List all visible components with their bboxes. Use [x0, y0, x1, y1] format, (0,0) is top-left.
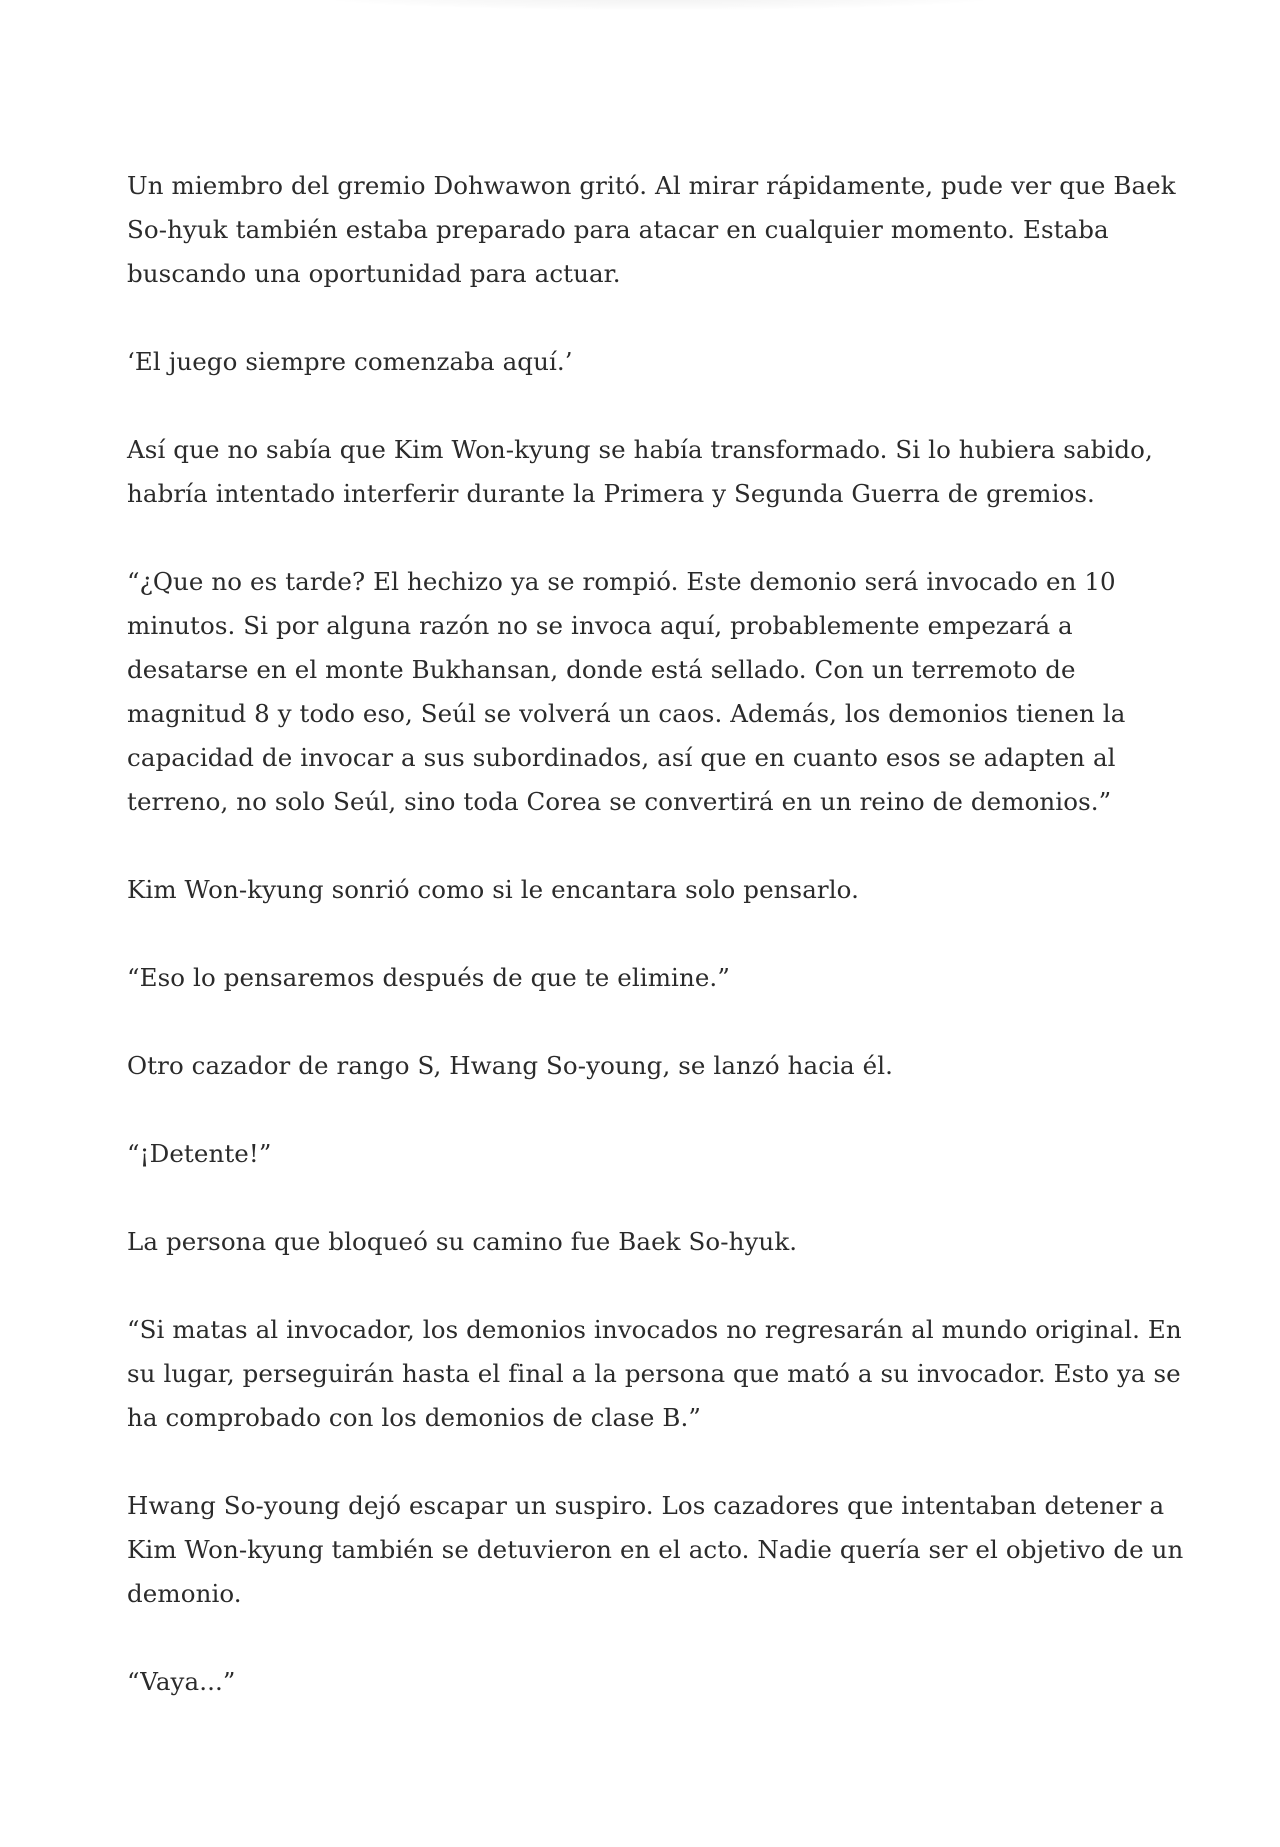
paragraph: Así que no sabía que Kim Won-kyung se había transformado. Si lo hubiera sabido, habría intentado interferir durante la Primera y Segunda Guerra de gremios. [127, 435, 1153, 508]
paragraph: “¡Detente!” [127, 1139, 272, 1168]
paragraph: ‘El juego siempre comenzaba aquí.’ [127, 347, 573, 376]
paragraph: “Si matas al invocador, los demonios invocados no regresarán al mundo original. En su lugar, perseguirán hasta el final a la persona que mató a su invocador. Esto ya se ha comprobado con los demonios de clase B.” [127, 1315, 1182, 1432]
paragraph: La persona que bloqueó su camino fue Baek So-hyuk. [127, 1227, 798, 1256]
paragraph: Kim Won-kyung sonrió como si le encantara solo pensarlo. [127, 875, 859, 904]
document-body [127, 164, 1187, 1704]
paragraph: “¿Que no es tarde? El hechizo ya se rompió. Este demonio será invocado en 10 minutos. Si por alguna razón no se invoca aquí, probablemente empezará a desatarse en el monte Bukhansan, donde está sellado. Con un terremoto de magnitud 8 y todo eso, Seúl se volverá un caos. Además, los demonios tienen la capacidad de invocar a sus subordinados, así que en cuanto esos se adapten al terreno, no solo Seúl, sino toda Corea se convertirá en un reino de demonios.” [127, 567, 1126, 816]
top-edge-shadow [320, 0, 1000, 10]
paragraph: “Eso lo pensaremos después de que te elimine.” [127, 963, 730, 992]
paragraph: “Vaya...” [127, 1667, 236, 1696]
paragraph: Un miembro del gremio Dohwawon gritó. Al mirar rápidamente, pude ver que Baek So-hyuk también estaba preparado para atacar en cualquier momento. Estaba buscando una oportunidad para actuar. [127, 171, 1176, 288]
paragraph: Otro cazador de rango S, Hwang So-young, se lanzó hacia él. [127, 1051, 894, 1080]
paragraph: Hwang So-young dejó escapar un suspiro. Los cazadores que intentaban detener a Kim Won-kyung también se detuvieron en el acto. Nadie quería ser el objetivo de un demonio. [127, 1491, 1184, 1608]
